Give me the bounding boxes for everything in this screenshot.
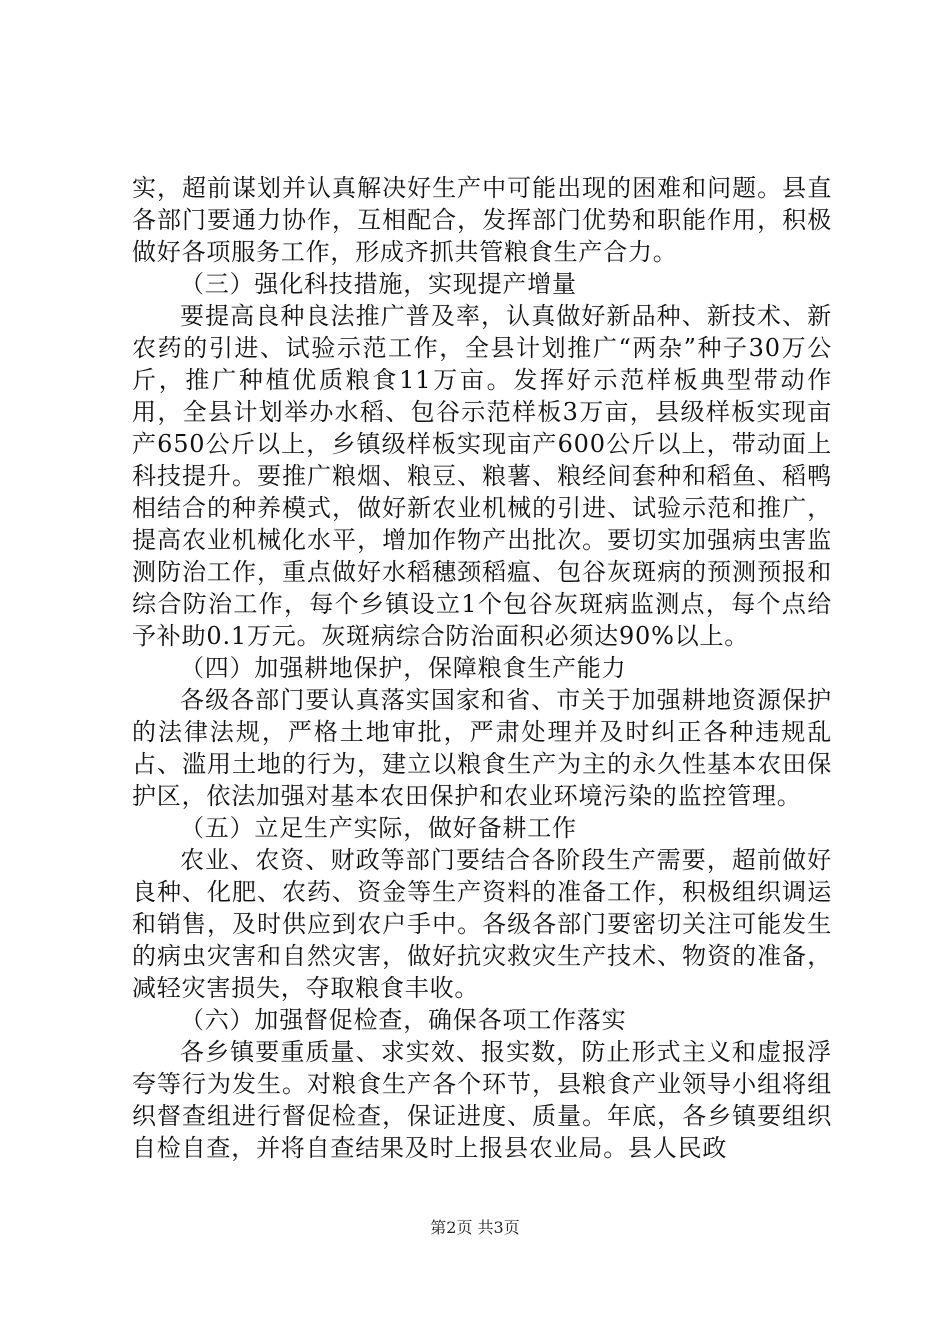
section-heading-6: （六）加强督促检查，确保各项工作落实 xyxy=(180,1006,627,1034)
paragraph-continuation: 实，超前谋划并认真解决好生产中可能出现的困难和问题。县直各部门要通力协作，互相配合，发挥部门优势和职能作用，积极做好各项服务工作，形成齐抓共管粮食生产合力。 xyxy=(132,174,832,266)
paragraph-tech-measures: 要提高良种良法推广普及率，认真做好新品种、新技术、新农药的引进、试验示范工作，全县计划推广“两杂”种子30万公斤，推广种植优质粮食11万亩。发挥好示范样板典型带动作用，全县计划举办水稻、包谷示范样板3万亩，县级样板实现亩产650公斤以上，乡镇级样板实现亩产600公斤以上，带动面上科技提升。要推广粮烟、粮豆、粮薯、粮经间套种和稻鱼、稻鸭相结合的种养模式，做好新农业机械的引进、试验示范和推广，提高农业机械化水平，增加作物产出批次。要切实加强病虫害监测防治工作，重点做好水稻穗颈稻瘟、包谷灰斑病的预测预报和综合防治工作，每个乡镇设立1个包谷灰斑病监测点，每个点给予补助0.1万元。灰斑病综合防治面积必须达90%以上。 xyxy=(132,302,832,650)
paragraph-spring-prep: 农业、农资、财政等部门要结合各阶段生产需要，超前做好良种、化肥、农药、资金等生产资料的准备工作，积极组织调运和销售，及时供应到农户手中。各级各部门要密切关注可能发生的病虫灾害和自然灾害，做好抗灾救灾生产技术、物资的准备，减轻灾害损失，夺取粮食丰收。 xyxy=(132,846,832,1002)
paragraph-supervision: 各乡镇要重质量、求实效、报实数，防止形式主义和虚报浮夸等行为发生。对粮食生产各个环节，县粮食产业领导小组将组织督查组进行督促检查，保证进度、质量。年底，各乡镇要组织自检自查，并将自查结果及时上报县农业局。县人民政 xyxy=(132,1038,832,1162)
page-number: 第2页 共3页 xyxy=(430,1218,520,1237)
section-heading-5: （五）立足生产实际，做好备耕工作 xyxy=(180,814,577,842)
section-heading-4: （四）加强耕地保护，保障粮食生产能力 xyxy=(180,654,627,682)
paragraph-land-protection: 各级各部门要认真落实国家和省、市关于加强耕地资源保护的法律法规，严格土地审批，严肃处理并及时纠正各种违规乱占、滥用土地的行为，建立以粮食生产为主的永久性基本农田保护区，依法加强对基本农田保护和农业环境污染的监控管理。 xyxy=(132,686,832,810)
section-heading-3: （三）强化科技措施，实现提产增量 xyxy=(180,270,577,298)
document-body xyxy=(132,172,832,1164)
